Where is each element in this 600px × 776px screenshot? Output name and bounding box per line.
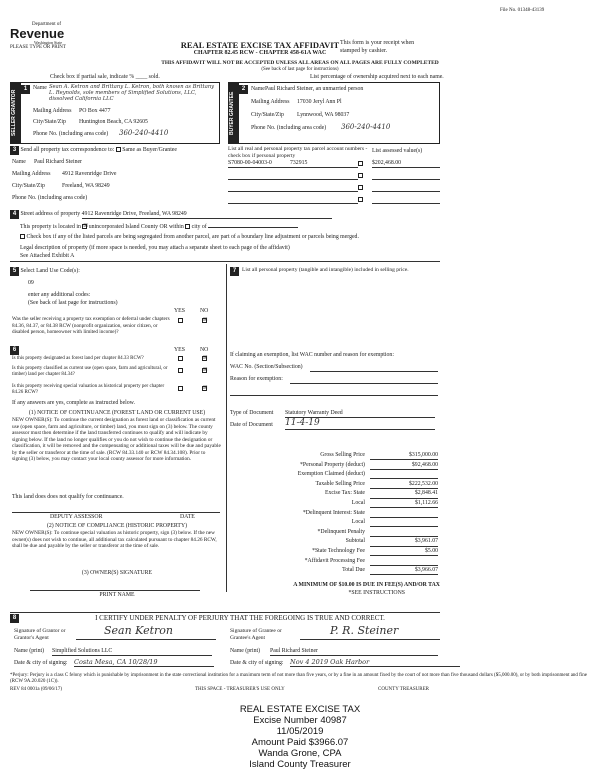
section-6-number: 6 — [10, 346, 19, 355]
tax-row-value: $3,966.07 — [370, 567, 438, 575]
stamp-line-4: Amount Paid $3966.07 — [251, 737, 349, 748]
section-7-number: 7 — [230, 267, 239, 276]
tax-row-value: $5.00 — [370, 548, 438, 556]
forest-q2: Is this property classified as current use (open space, farm and agricultural, or timber) land per chapter 84.34? — [12, 366, 168, 378]
ownership-note: List percentage of ownership acquired next to each name. — [310, 74, 444, 80]
corr-name-value: Paul Richard Steiner — [34, 159, 82, 165]
tax-row-value: $92,468.00 — [370, 462, 438, 470]
parcel-header: List all real and personal property tax parcel account numbers - check box if personal property — [228, 146, 368, 159]
exemption-question: Was the seller receiving a property tax exemption or deferral under chapters 84.36, 84.37, or 84.38 RCW (nonprofit organization, senior citizen, or disabled person, homeowner with limited income)? — [12, 316, 170, 335]
tax-row-value: $2,848.41 — [370, 490, 438, 498]
forest-q3: Is this property receiving special valuation as historical property per chapter 84.26 RCW? — [12, 384, 165, 396]
land-use-yes: YES — [174, 308, 185, 314]
buyer-phone-value: 360-240-4410 — [341, 123, 391, 131]
partial-sale-text: Check box if partial sale, indicate % ____ sold. — [50, 74, 160, 80]
buyer-side-label: BUYER GRANTEE — [229, 83, 239, 143]
seller-section — [10, 82, 220, 144]
parcel-account: 732915 — [290, 160, 308, 166]
corr-city-label: City/State/Zip — [12, 183, 45, 189]
notice1-title: (1) NOTICE OF CONTINUANCE (FOREST LAND OR CURRENT USE) — [28, 410, 206, 416]
exemption-claim-label: If claiming an exemption, list WAC number and reason for exemption: — [230, 352, 394, 358]
stamp-line-5: Wanda Grone, CPA — [258, 748, 342, 759]
form-title: REAL ESTATE EXCISE TAX AFFIDAVIT — [180, 40, 340, 50]
city-checkbox[interactable] — [185, 224, 190, 229]
dept-line2: Washington State — [34, 40, 63, 46]
land-use-label: Select Land Use Code(s): — [20, 268, 80, 274]
corr-mailing-value: 4912 Ravenridge Drive — [62, 171, 117, 177]
personal-property-checkbox-3[interactable] — [358, 185, 363, 190]
segregated-checkbox[interactable] — [20, 234, 25, 239]
forest-q3-yes[interactable] — [178, 386, 183, 391]
notice2-title: (2) NOTICE OF COMPLIANCE (HISTORIC PROPERTY) — [46, 523, 188, 529]
file-number: File No. 01348-43139 — [500, 8, 545, 13]
tax-row-value — [370, 529, 438, 537]
land-use-no: NO — [200, 308, 209, 314]
section-4-number: 4 — [10, 210, 19, 219]
tax-row-label: Exemption Claimed (deduct) — [297, 471, 365, 478]
buyer-mailing-label: Mailing Address — [251, 99, 290, 105]
section-5-number: 5 — [10, 267, 19, 276]
tax-row-label: Excise Tax: State — [324, 490, 365, 497]
treasurer-only: THIS SPACE - TREASURER'S USE ONLY — [195, 687, 285, 692]
deputy-assessor-label: DEPUTY ASSESSOR — [50, 514, 103, 520]
grantee-date-value: Nov 4 2019 Oak Harbor — [290, 658, 460, 667]
parcel-number: S7080-00-04003-0 — [228, 160, 272, 166]
section-1-number: 1 — [21, 85, 30, 94]
corr-city-value: Freeland, WA 98249 — [62, 183, 110, 189]
same-as-buyer-checkbox[interactable] — [116, 147, 121, 152]
corr-phone-label: Phone No. (including area code) — [12, 195, 88, 201]
forest-yes: YES — [174, 347, 185, 353]
see-instructions: *SEE INSTRUCTIONS — [348, 590, 405, 596]
exemption-yes-checkbox[interactable] — [178, 318, 183, 323]
personal-property-checkbox-1[interactable] — [358, 161, 363, 166]
stamp-line-2: Excise Number 40987 — [253, 715, 347, 726]
tax-row-value: $315,000.00 — [370, 452, 438, 460]
buyer-city-label: City/State/Zip — [251, 112, 284, 118]
city-of-label: city of — [191, 224, 207, 230]
correspondence-section — [10, 146, 220, 206]
buyer-mailing-value: 17030 Jeryl Ann Pl — [297, 99, 342, 105]
doc-date-label: Date of Document — [230, 422, 273, 428]
notice1-body: NEW OWNER(S): To continue the current designation as forest land or classification as current use (open space, farm and agriculture, or timber) land, you must sign on (3) below. The county assessor must then determine if the land transferred continues to qualify and will indicate by signing below. If the land no longer qualifies or you do not wish to continue the designation or classification, it will be removed and the compensating or additional taxes will be due and payable by the seller or transferor at the time of sale. (RCW 84.33.140 or RCW 84.34.108). Prior to signing (3) below, you may contact your local county assessor for more information. — [12, 417, 221, 462]
legal-label: Legal description of property (if more space is needed, you may attach a separate sheet to each page of the affidavit) — [20, 245, 290, 251]
doc-type-value: Statutory Warranty Deed — [285, 410, 435, 418]
grantor-date-value: Costa Mesa, CA 10/28/19 — [74, 658, 214, 667]
tax-row-label: *State Technology Fee — [312, 548, 365, 554]
grantee-date-label: Date & city of signing: — [230, 660, 284, 666]
grantee-signature: P. R. Steiner — [330, 624, 399, 637]
located-value: unincorporated Island County OR within — [88, 224, 184, 230]
minimum-fee-text: A MINIMUM OF $10.00 IS DUE IN FEE(S) AND/OR TAX — [293, 582, 440, 588]
seller-name-value: Sean A. Ketron and Brittany L. Ketron, both known as Brittany L. Reynolds, sole members of Simplified Solutions, LLC, dissolved California LLC — [49, 84, 215, 102]
seller-mailing-value: PO Box 4477 — [79, 108, 111, 114]
tax-row-label: *Personal Property (deduct) — [299, 461, 365, 468]
reason-label: Reason for exemption: — [230, 376, 283, 382]
exemption-no-checkbox[interactable]: ☒ — [203, 318, 208, 323]
forest-q2-no[interactable]: ☒ — [203, 368, 208, 373]
section-3-number: 3 — [10, 146, 19, 155]
corr-mailing-label: Mailing Address — [12, 171, 51, 177]
land-qualify-text: This land does does not qualify for continuance. — [12, 494, 124, 500]
receipt-note: This form is your receipt when stamped by cashier. — [340, 40, 415, 54]
seller-mailing-label: Mailing Address — [33, 108, 72, 114]
assessed-header: List assessed value(s) — [372, 148, 423, 154]
doc-type-label: Type of Document — [230, 410, 274, 416]
forest-q3-no[interactable]: ☒ — [203, 386, 208, 391]
tax-row-value — [370, 519, 438, 527]
located-label: This property is located in — [20, 224, 81, 230]
street-label: Street address of property — [20, 211, 81, 217]
buyer-phone-label: Phone No. (including area code) — [251, 125, 327, 131]
buyer-name-label: Name — [251, 86, 265, 92]
type-or-print: PLEASE TYPE OR PRINT — [10, 45, 66, 51]
corr-name-label: Name — [12, 159, 26, 165]
grantor-date-label: Date & city of signing: — [14, 660, 68, 666]
segregated-note: Check box if any of the listed parcels are being segregated from another parcel, are part of a boundary line adjustment or parcels being merged. — [26, 234, 359, 240]
assessed-value: $202,468.00 — [372, 160, 401, 166]
grantee-sig-label: Signature of Grantee or Grantee's Agent — [230, 628, 282, 641]
tax-row-label: Taxable Selling Price — [315, 480, 365, 487]
wac-label: WAC No. (Section/Subsection) — [230, 364, 303, 370]
forest-q1-yes[interactable] — [178, 356, 183, 361]
tax-row-label: Gross Selling Price — [320, 452, 365, 458]
certify-statement: I CERTIFY UNDER PENALTY OF PERJURY THAT THE FOREGOING IS TRUE AND CORRECT. — [95, 614, 385, 622]
additional-codes-label: enter any additional codes: — [28, 292, 91, 298]
print-name-label: PRINT NAME — [99, 592, 135, 598]
tax-table — [230, 452, 440, 577]
same-as-buyer-label: Same as Buyer/Grantee — [122, 147, 177, 153]
tax-row-label: *Delinquent Penalty — [317, 528, 365, 535]
seller-city-value: Huntington Beach, CA 92605 — [79, 119, 148, 125]
grantor-signature: Sean Ketron — [104, 624, 174, 637]
tax-row-label: Local — [351, 500, 365, 506]
forest-section — [10, 346, 222, 596]
grantor-name-value: Simplified Solutions LLC — [52, 648, 212, 656]
grantor-name-label: Name (print) — [14, 648, 45, 654]
forest-no: NO — [200, 347, 209, 353]
seller-phone-value: 360-240-4410 — [119, 129, 169, 137]
grantee-name-label: Name (print) — [230, 648, 261, 654]
dept-line1: Department of — [32, 22, 62, 27]
tax-row-label: Local — [351, 519, 365, 526]
forest-q1-no[interactable]: ☒ — [203, 356, 208, 361]
doc-date-value: 11-4-19 — [285, 418, 435, 430]
stamp-line-1: REAL ESTATE EXCISE TAX — [239, 704, 361, 715]
land-use-see-back: (See back of last page for instructions) — [28, 300, 118, 306]
dept-logo-block — [10, 22, 100, 52]
dept-logo-text: Revenue — [10, 26, 65, 42]
form-subtitle: CHAPTER 82.45 RCW - CHAPTER 458-61A WAC — [193, 50, 327, 56]
stamp-line-6: Island County Treasurer — [249, 759, 351, 770]
seller-city-label: City/State/Zip — [33, 119, 66, 125]
section-2-number: 2 — [239, 85, 248, 94]
forest-q2-yes[interactable] — [178, 368, 183, 373]
correspondence-label: Send all property tax correspondence to: — [20, 147, 115, 153]
county-treasurer: COUNTY TREASURER — [378, 687, 429, 692]
see-back-text: (See back of last page for instructions) — [261, 67, 339, 72]
tax-row-value — [370, 558, 438, 566]
tax-row-value — [370, 471, 438, 479]
notice2-body: NEW OWNER(S): To continue special valuation as historic property, sign (3) below. If the new owner(s) does not wish to continue, all additional tax calculated pursuant to chapter 84.26 RCW, shall be due and payable by the seller or transferor at the time of sale. — [12, 530, 217, 549]
forest-q1: Is this property designated as forest land per chapter 84.33 RCW? — [12, 356, 144, 361]
seller-name-label: Name — [33, 85, 47, 91]
owner-signature-label: (3) OWNER(S) SIGNATURE — [81, 570, 153, 576]
seller-side-label: SELLER GRANTOR — [11, 83, 21, 143]
form-number: REV 84 0001a (09/06/17) — [10, 687, 62, 692]
legal-value: See Attached Exhibit A — [20, 253, 75, 259]
personal-property-checkbox-2[interactable] — [358, 173, 363, 178]
land-use-code: 09 — [28, 280, 34, 286]
assessor-date-label: DATE — [180, 514, 195, 520]
street-value: 4912 Ravenridge Drive, Freeland, WA 98249 — [82, 211, 332, 219]
tax-row-value: $1,112.66 — [370, 500, 438, 508]
tax-row-value: $3,961.07 — [370, 538, 438, 546]
buyer-section — [228, 82, 440, 144]
grantor-sig-label: Signature of Grantor or Grantor's Agent — [14, 628, 66, 641]
grantee-name-value: Paul Richard Steiner — [270, 648, 438, 656]
personal-property-checkbox-4[interactable] — [358, 197, 363, 202]
tax-row-label: *Delinquent Interest: State — [302, 509, 365, 516]
tax-row-label: Total Due — [342, 567, 365, 574]
buyer-name-value: Paul Richard Steiner, an unmarried person — [265, 86, 364, 92]
perjury-note: *Perjury: Perjury is a class C felony which is punishable by imprisonment in the state correctional institution for a maximum term of not more than five years, or by a fine in an amount fixed by the court of not more than five thousand dollars ($5,000.00), or by both imprisonment and fine (RCW 9A.20.020 (1C)). — [10, 673, 587, 684]
seller-phone-label: Phone No. (including area code) — [33, 131, 109, 137]
warning-text: THIS AFFIDAVIT WILL NOT BE ACCEPTED UNLESS ALL AREAS ON ALL PAGES ARE FULLY COMPLETED — [161, 60, 439, 66]
unincorporated-checkbox[interactable]: ☒ — [83, 224, 88, 230]
tax-row-label: *Affidavit Processing Fee — [304, 557, 365, 564]
land-use-section — [10, 264, 222, 344]
buyer-city-value: Lynnwood, WA 98037 — [297, 112, 350, 118]
stamp-line-3: 11/05/2019 — [276, 726, 324, 737]
tax-row-label: Subtotal — [345, 538, 365, 545]
tax-row-value — [370, 510, 438, 518]
forest-if-yes: If any answers are yes, complete as instructed below. — [12, 400, 135, 406]
section-8-number: 8 — [10, 614, 19, 623]
personal-property-label: List all personal property (tangible and intangible) included in selling price. — [242, 267, 409, 273]
tax-row-value: $222,532.00 — [370, 481, 438, 489]
